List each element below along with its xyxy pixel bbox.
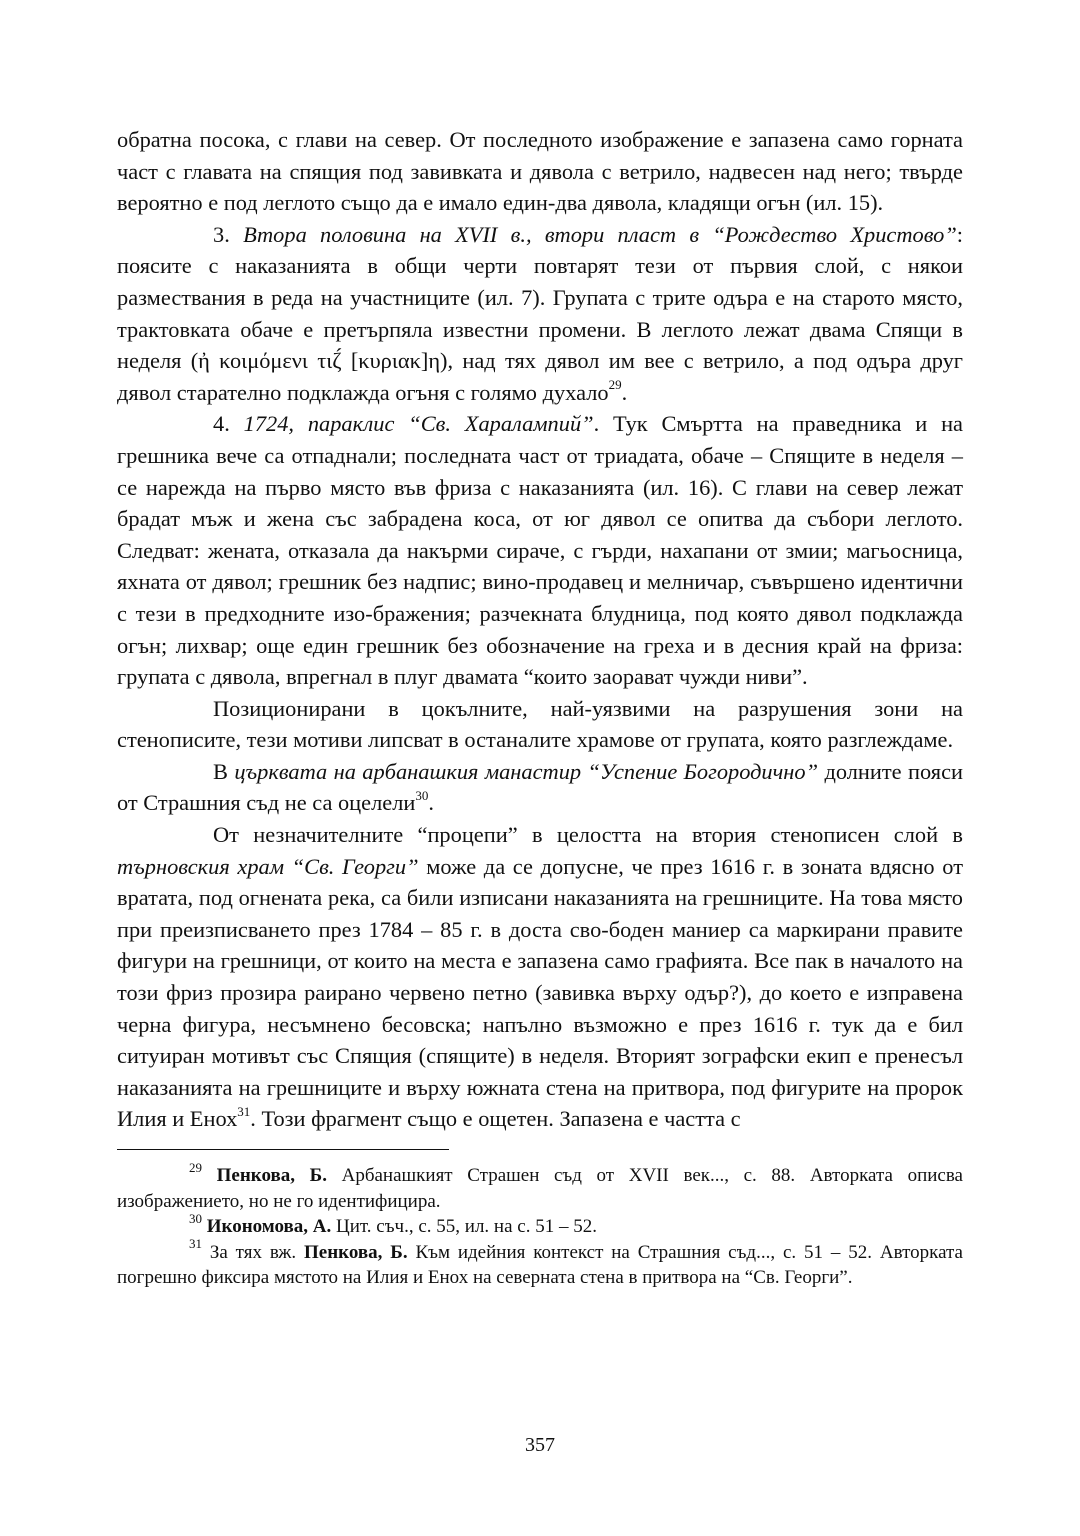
footnotes <box>117 1159 963 1291</box>
paragraph-6-text-a: От незначителните “процепи” в целостта на втория стенописен слой в <box>213 822 963 848</box>
paragraph-6-end: . Този фрагмент също е ощетен. Запазена е частта с <box>250 1106 741 1132</box>
footnote-31-author: Пенкова, Б. <box>304 1241 408 1263</box>
body-text <box>117 124 963 1135</box>
footnote-30-author: Икономова, А. <box>206 1216 332 1237</box>
footnote-31-text: Към идейния контекст на Страшния съд..., с. 51 – 52. Авторката погрешно фиксира мястото на Илия и Енох на северната стена в притвора на “Св. Георги”. <box>117 1241 963 1288</box>
paragraph-3-italic: 1724, параклис “Св. Харалампий” <box>243 411 594 437</box>
paragraph-3-text: . Тук Смъртта на праведника и на грешника вече са отпаднали; последната част от триадата, обаче – Спящите в неделя – се нарежда на първо място във фриза с наказанията (ил. 16). С глави на север лежат брадат мъж и жена със забрадена коса, от юг дявол се опитва да събори леглото. Следват: жената, отказала да накърми сираче, с гърди, нахапани от змии; магьосница, яхната от дявол; грешник без надпис; вино-продавец и мелничар, съвършено идентични с тези в предходните изо-бражения; разчекната блудница, под която дявол подклажда огън; лихвар; още един грешник без обозначение на греха и в десния край на фриза: групата с дявола, впрегнал в плуг двамата “които заорават чужди ниви”. <box>117 411 963 690</box>
footnote-30-text: Цит. съч., с. 55, ил. на с. 51 – 52. <box>331 1216 597 1237</box>
paragraph-2-end: . <box>621 379 628 405</box>
paragraph-5-italic: църквата на арбанашкия манастир “Успение Богородично” <box>234 758 819 784</box>
footnote-ref-29: 29 <box>608 377 622 393</box>
footnote-29-number: 29 <box>189 1159 202 1175</box>
footnote-31-lead: За тях вж. <box>202 1241 305 1263</box>
paragraph-3 <box>117 408 963 692</box>
paragraph-6 <box>117 819 963 1135</box>
footnote-29-author: Пенкова, Б. <box>216 1165 327 1186</box>
paragraph-2-lead: 3. <box>213 221 244 247</box>
paragraph-2-italic: Втора половина на XVII в., втори пласт в “Рождество Христово” <box>243 221 957 247</box>
paragraph-3-lead: 4. <box>213 411 244 437</box>
paragraph-4 <box>117 693 963 756</box>
footnote-30-number: 30 <box>189 1210 202 1226</box>
paragraph-1 <box>117 124 963 219</box>
footnote-29-text: Арбанашкият Страшен съд от XVII век..., с. 88. Авторката описва изображението, но не го идентифицира. <box>117 1165 963 1212</box>
paragraph-6-italic: търновския храм “Св. Георги” <box>117 853 419 879</box>
paragraph-5-text: долните пояси от Страшния съд не са оцелели <box>117 758 963 816</box>
footnote-ref-30: 30 <box>415 788 429 803</box>
footnote-31-number: 31 <box>189 1236 202 1252</box>
paragraph-2 <box>117 219 963 409</box>
footnote-separator <box>117 1149 449 1150</box>
page-number: 357 <box>525 1434 555 1456</box>
paragraph-4-text: Позиционирани в цокълните, най-уязвими на разрушения зони на стенописите, тези мотиви липсват в останалите храмове от групата, която разглеждаме. <box>117 695 963 753</box>
footnote-ref-31: 31 <box>237 1103 251 1119</box>
paragraph-5 <box>117 756 963 819</box>
page-content <box>117 124 963 1291</box>
footnote-29 <box>117 1159 963 1214</box>
footnote-31 <box>117 1236 963 1291</box>
paragraph-2-text: : поясите с наказанията в общи черти повтарят тези от първия слой, с някои размествания в реда на участниците (ил. 7). Групата с трите одъра е на старото място, трактовката обаче е претърпяла известни промени. В леглото лежат двама Спящи в неделя (ἠ κοιμόμενι τιζ́ [κυριακ]η), над тях дявол им вее с ветрило, а под одъра друг дявол старателно подклажда огъня с голямо духало <box>117 221 964 405</box>
paragraph-5-lead: В <box>213 758 235 784</box>
footnote-30 <box>117 1210 963 1240</box>
paragraph-1-text: обратна посока, с глави на север. От последното изображение е запазена само горната част с главата на спящия под завивката и дявола с ветрило, надвесен над него; твърде вероятно е под леглото също да е имало един-два дявола, кладящи огън (ил. 15). <box>117 127 963 216</box>
paragraph-5-end: . <box>428 790 434 816</box>
paragraph-6-text-b: може да се допусне, че през 1616 г. в зоната вдясно от вратата, под огнената река, са били изписани наказанията на грешниците. На това място при преизписването през 1784 – 85 г. в доста сво-боден маниер са маркирани правите фигури на грешници, от които на места е запазена само графията. Все пак в началото на този фриз прозира раирано червено петно (завивка върху одър?), до което е изправена черна фигура, несъмнено бесовска; напълно възможно е през 1616 г. тук да е бил ситуиран мотивът със Спящия (спящите) в неделя. Вторият зографски екип е пренесъл наказанията на грешниците и върху южната стена на притвора, под фигурите на пророк Илия и Енох <box>117 853 963 1132</box>
